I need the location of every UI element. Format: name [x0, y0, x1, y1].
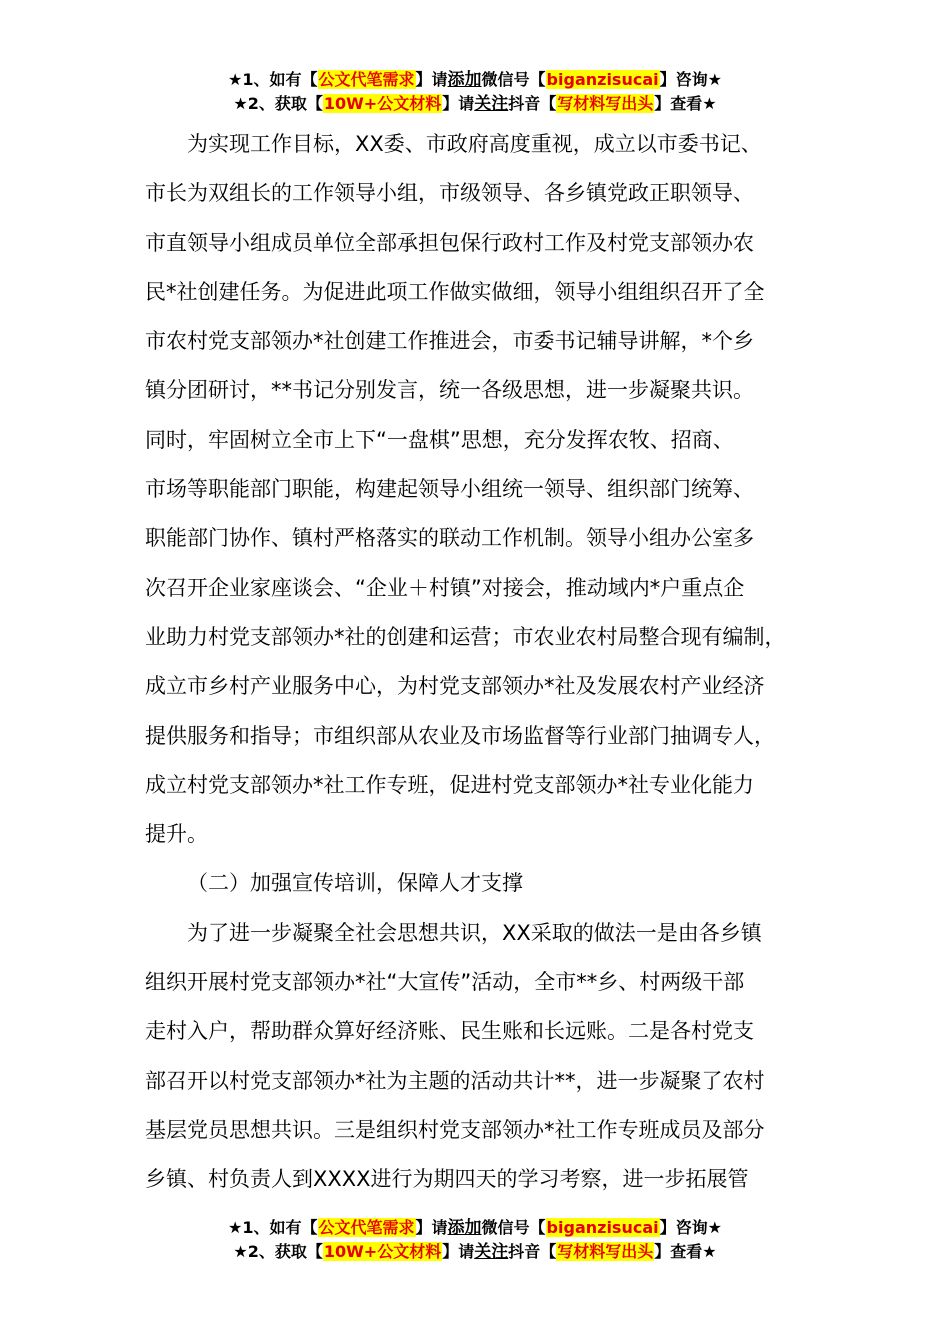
body-line: 组织开展村党支部领办*社“大宣传”活动，全市**乡、村两级干部	[145, 970, 745, 995]
body-line: 提升。	[145, 822, 208, 847]
banner-text: 】请	[415, 70, 448, 89]
banner-emphasis: 添加	[447, 1218, 482, 1238]
body-line: 职能部门协作、镇村严格落实的联动工作机制。领导小组办公室多	[145, 526, 754, 551]
banner-line-2	[0, 92, 950, 116]
banner-text: 】咨询★	[659, 1218, 722, 1237]
document-body	[145, 120, 825, 1205]
banner-text: 抖音【	[508, 1242, 557, 1261]
banner-emphasis: 关注	[474, 1242, 509, 1262]
banner-text: 】咨询★	[659, 70, 722, 89]
body-line: 民*社创建任务。为促进此项工作做实做细，领导小组组织召开了全	[145, 279, 765, 304]
body-line: 成立村党支部领办*社工作专班，促进村党支部领办*社专业化能力	[145, 772, 754, 797]
body-line: 部召开以村党支部领办*社为主题的活动共计**，进一步凝聚了农村	[145, 1068, 765, 1093]
banner-text: 】请	[442, 1242, 475, 1261]
body-line: 乡镇、村负责人到XXXX进行为期四天的学习考察，进一步拓展管	[145, 1167, 749, 1192]
banner-emphasis: 关注	[474, 94, 509, 114]
body-line: 提供服务和指导；市组织部从农业及市场监督等行业部门抽调专人，	[145, 723, 775, 748]
section-heading: （二）加强宣传培训，保障人才支撑	[187, 871, 523, 896]
highlight-materials: 10W+公文材料	[323, 1242, 442, 1261]
banner-text: 】请	[415, 1218, 448, 1237]
banner-text: 】请	[442, 94, 475, 113]
header-banner	[0, 68, 950, 116]
body-line: 同时，牢固树立全市上下“一盘棋”思想，充分发挥农牧、招商、	[145, 427, 734, 452]
highlight-wechat-id: biganzisucai	[546, 1218, 659, 1237]
banner-line-2	[0, 1240, 950, 1264]
banner-text: 】查看★	[654, 1242, 717, 1261]
banner-text: 抖音【	[508, 94, 557, 113]
banner-text: ★1、如有【	[228, 1218, 318, 1237]
highlight-wechat-id: biganzisucai	[546, 70, 659, 89]
banner-text: ★2、获取【	[233, 94, 323, 113]
body-line: 次召开企业家座谈会、“企业＋村镇”对接会，推动域内*户重点企	[145, 575, 745, 600]
body-line: 为了进一步凝聚全社会思想共识，XX采取的做法一是由各乡镇	[187, 920, 762, 945]
body-line: 市长为双组长的工作领导小组，市级领导、各乡镇党政正职领导、	[145, 181, 754, 206]
banner-text: 】查看★	[654, 94, 717, 113]
banner-emphasis: 添加	[447, 70, 482, 90]
body-line: 成立市乡村产业服务中心，为村党支部领办*社及发展农村产业经济	[145, 674, 765, 699]
banner-text: 微信号【	[481, 1218, 546, 1237]
banner-text: 微信号【	[481, 70, 546, 89]
highlight-douyin-account: 写材料写出头	[557, 1242, 654, 1261]
body-line: 市农村党支部领办*社创建工作推进会，市委书记辅导讲解，*个乡	[145, 329, 754, 354]
highlight-service: 公文代笔需求	[318, 1218, 415, 1237]
footer-banner	[0, 1216, 950, 1264]
body-line: 基层党员思想共识。三是组织村党支部领办*社工作专班成员及部分	[145, 1117, 765, 1142]
body-line: 市场等职能部门职能，构建起领导小组统一领导、组织部门统筹、	[145, 477, 754, 502]
highlight-service: 公文代笔需求	[318, 70, 415, 89]
banner-line-1	[0, 1216, 950, 1240]
body-line: 业助力村党支部领办*社的创建和运营；市农业农村局整合现有编制，	[145, 624, 786, 649]
body-line: 镇分团研讨，**书记分别发言，统一各级思想，进一步凝聚共识。	[145, 378, 754, 403]
banner-line-1	[0, 68, 950, 92]
body-line: 为实现工作目标，XX委、市政府高度重视，成立以市委书记、	[187, 132, 762, 156]
banner-text: ★1、如有【	[228, 70, 318, 89]
body-line: 走村入户，帮助群众算好经济账、民生账和长远账。二是各村党支	[145, 1019, 754, 1044]
highlight-douyin-account: 写材料写出头	[557, 94, 654, 113]
body-line: 市直领导小组成员单位全部承担包保行政村工作及村党支部领办农	[145, 230, 754, 255]
highlight-materials: 10W+公文材料	[323, 94, 442, 113]
banner-text: ★2、获取【	[233, 1242, 323, 1261]
